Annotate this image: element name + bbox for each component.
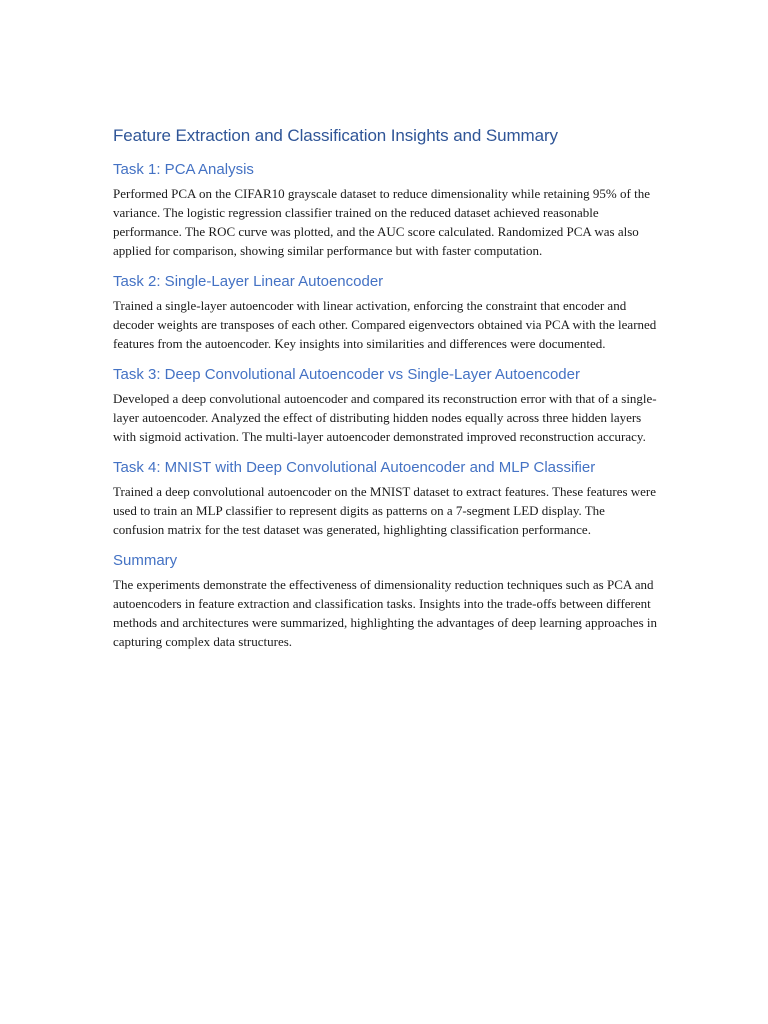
section-heading: Task 3: Deep Convolutional Autoencoder vs Single-Layer Autoencoder xyxy=(113,366,580,383)
document-title: Feature Extraction and Classification Insights and Summary xyxy=(113,126,558,145)
section-body: Performed PCA on the CIFAR10 grayscale dataset to reduce dimensionality while retaining 95% of the variance. The logistic regression classifier trained on the reduced dataset achieved reasonable performance. The ROC curve was plotted, and the AUC score calculated. Randomized PCA was also applied for comparison, showing similar performance but with faster computation. xyxy=(113,186,650,258)
section-body: Trained a deep convolutional autoencoder on the MNIST dataset to extract features. These features were used to train an MLP classifier to represent digits as patterns on a 7-segment LED display. The confusion matrix for the test dataset was generated, highlighting classification performance. xyxy=(113,484,657,537)
section-body: Developed a deep convolutional autoencoder and compared its reconstruction error with that of a single-layer autoencoder. Analyzed the effect of distributing hidden nodes equally across three hidden layers with sigmoid activation. The multi-layer autoencoder demonstrated improved reconstruction accuracy. xyxy=(113,391,657,444)
section-body: Trained a single-layer autoencoder with linear activation, enforcing the constraint that encoder and decoder weights are transposes of each other. Compared eigenvectors obtained via PCA with the learned features from the autoencoder. Key insights into similarities and differences were documented. xyxy=(113,298,657,351)
section-task-2 xyxy=(113,272,658,353)
section-heading: Summary xyxy=(113,552,178,569)
section-heading: Task 4: MNIST with Deep Convolutional Autoencoder and MLP Classifier xyxy=(113,459,596,476)
section-task-3 xyxy=(113,365,658,446)
section-heading: Task 1: PCA Analysis xyxy=(113,161,254,178)
section-task-1 xyxy=(113,160,658,260)
section-body: The experiments demonstrate the effectiveness of dimensionality reduction techniques such as PCA and autoencoders in feature extraction and classification tasks. Insights into the trade-offs between different methods and architectures were summarized, highlighting the advantages of deep learning approaches in capturing complex data structures. xyxy=(113,577,658,649)
section-task-4 xyxy=(113,458,658,539)
section-heading: Task 2: Single-Layer Linear Autoencoder xyxy=(113,273,384,290)
section-summary xyxy=(113,551,658,651)
document-content xyxy=(113,125,658,663)
